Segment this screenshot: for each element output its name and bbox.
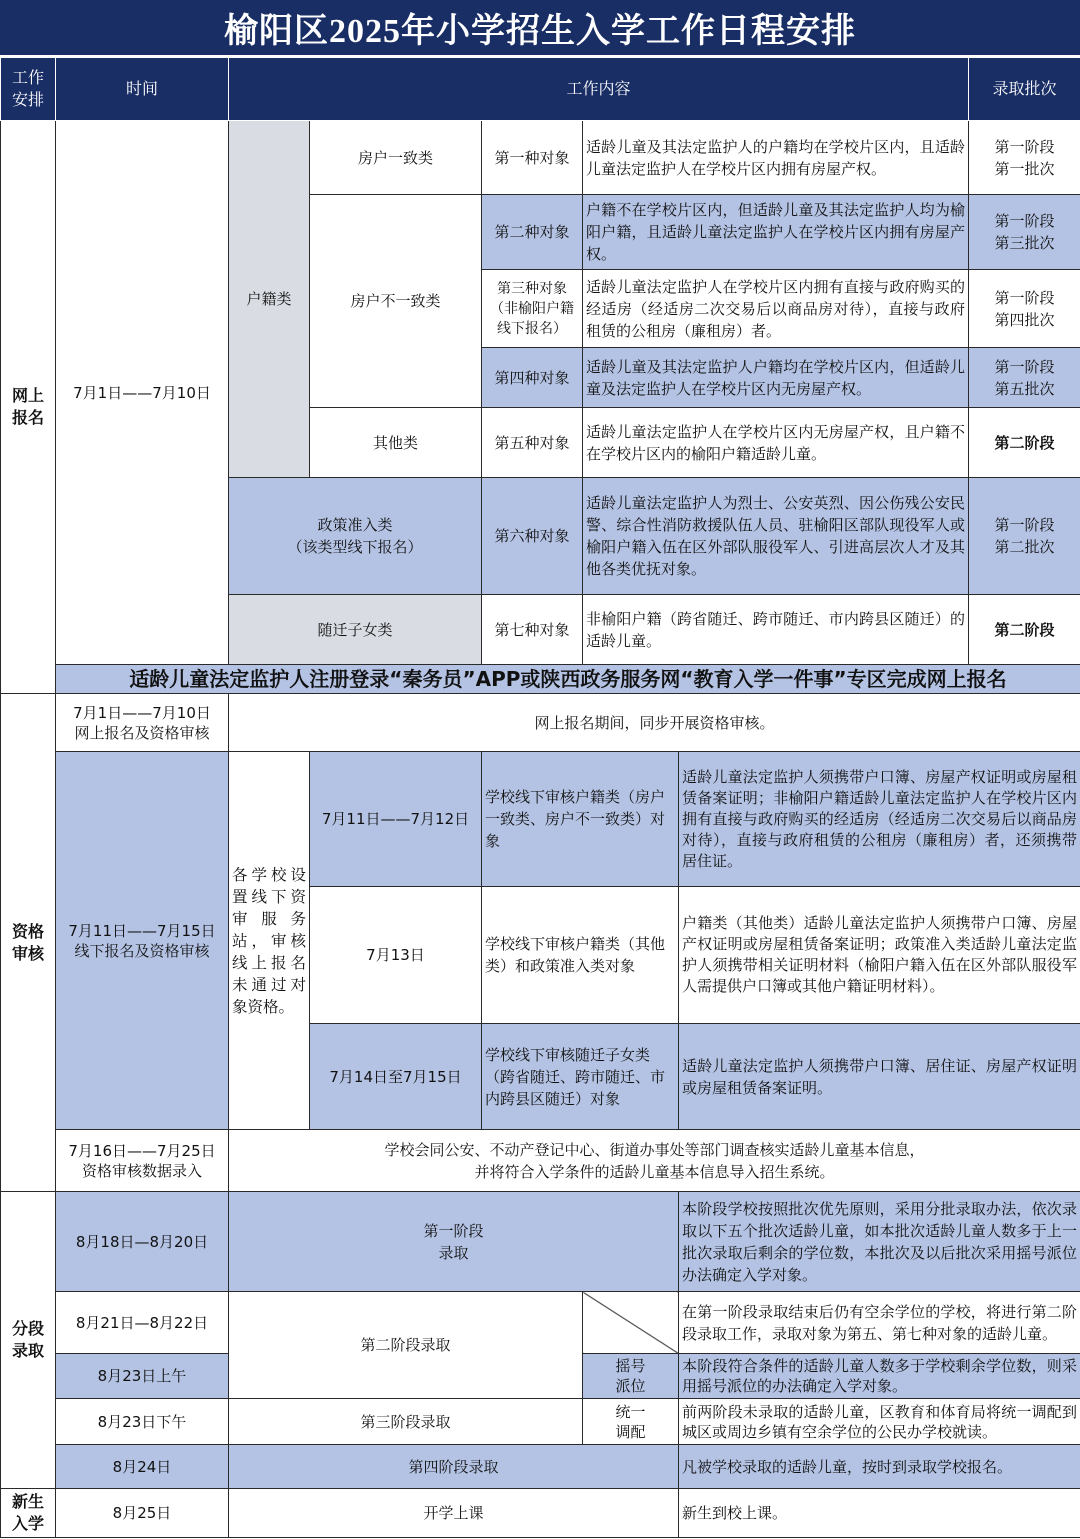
- sub-what: 学校线下审核户籍类（房户一致类、房户不一致类）对象: [482, 752, 679, 887]
- header-row: [1, 58, 1080, 121]
- page-title: 榆阳区2025年小学招生入学工作日程安排: [0, 0, 1080, 57]
- admit-stage: 第三阶段录取: [229, 1399, 583, 1445]
- diagonal-cell: [583, 1292, 679, 1354]
- schedule-table: [0, 57, 1080, 1538]
- section-online: 网上 报名: [1, 121, 56, 694]
- sub-req: 适龄儿童法定监护人须携带户口簿、房屋产权证明或房屋租赁备案证明；非榆阳户籍适龄儿童法定监护人在学校片区内拥有直接与政府购买的经适房（经适房二次交易后以商品房对待），直接与政府租赁的公租房（廉租房）者，还须携带居住证。: [679, 752, 1080, 887]
- header-content: 工作内容: [229, 58, 969, 121]
- table-row: [1, 1130, 1080, 1192]
- newstu-desc: 新生到校上课。: [679, 1489, 1080, 1538]
- newstu-stage: 开学上课: [229, 1489, 679, 1538]
- header-batch: 录取批次: [969, 58, 1080, 121]
- object-label: 第五种对象: [482, 408, 583, 478]
- header-time: 时间: [56, 58, 229, 121]
- object-label: 第四种对象: [482, 348, 583, 408]
- online-time: 7月1日——7月10日: [56, 121, 229, 665]
- batch-cell: 第一阶段 第三批次: [969, 195, 1080, 270]
- qualify-time: 7月1日——7月10日 网上报名及资格审核: [56, 694, 229, 752]
- table-row: [1, 694, 1080, 752]
- object-desc: 适龄儿童及其法定监护人的户籍均在学校片区内，且适龄儿童法定监护人在学校片区内拥有房屋产权。: [583, 121, 969, 195]
- sub-what: 学校线下审核随迁子女类（跨省随迁、跨市随迁、市内跨县区随迁）对象: [482, 1024, 679, 1130]
- object-desc: 适龄儿童法定监护人在学校片区内拥有直接与政府购买的经适房（经适房二次交易后以商品房对待），直接与政府租赁的公租房（廉租房）者。: [583, 270, 969, 348]
- admit-desc: 本阶段学校按照批次优先原则，采用分批录取办法，依次录取以下五个批次适龄儿童，如本批次适龄儿童人数多于上一批次录取后剩余的学位数，本批次及以后批次采用摇号派位办法确定入学对象。: [679, 1192, 1080, 1292]
- header-arrange: 工作 安排: [1, 58, 56, 121]
- qualify-content: 网上报名期间，同步开展资格审核。: [229, 694, 1080, 752]
- section-admit: 分段 录取: [1, 1192, 56, 1489]
- object-desc: 适龄儿童法定监护人为烈士、公安英烈、因公伤残公安民警、综合性消防救援队伍人员、驻榆阳区部队现役军人或榆阳户籍入伍在区外部队服役军人、引进高层次人才及其他各类优抚对象。: [583, 478, 969, 595]
- admit-method: 摇号 派位: [583, 1354, 679, 1399]
- notice-row: [1, 665, 1080, 694]
- object-desc: 适龄儿童及其法定监护人户籍均在学校片区内，但适龄儿童及法定监护人在学校片区内无房屋产权。: [583, 348, 969, 408]
- admit-stage: 第二阶段录取: [229, 1292, 583, 1399]
- admit-desc: 凡被学校录取的适龄儿童，按时到录取学校报名。: [679, 1445, 1080, 1489]
- qualify-time: 7月16日——7月25日 资格审核数据录入: [56, 1130, 229, 1192]
- qualify-content: 学校会同公安、不动产登记中心、街道办事处等部门调查核实适龄儿童基本信息， 并将符合入学条件的适龄儿童基本信息导入招生系统。: [229, 1130, 1080, 1192]
- online-notice: 适龄儿童法定监护人注册登录“秦务员”APP或陕西政务服务网“教育入学一件事”专区完成网上报名: [56, 665, 1080, 694]
- section-newstu: 新生 入学: [1, 1489, 56, 1538]
- admit-stage: 第一阶段 录取: [229, 1192, 679, 1292]
- object-label: 第二种对象: [482, 195, 583, 270]
- admit-date: 8月24日: [56, 1445, 229, 1489]
- category-qita: 其他类: [310, 408, 482, 478]
- batch-cell: 第一阶段 第二批次: [969, 478, 1080, 595]
- table-row: [1, 1192, 1080, 1292]
- table-row: [1, 1445, 1080, 1489]
- object-label: 第一种对象: [482, 121, 583, 195]
- batch-cell: 第二阶段: [969, 408, 1080, 478]
- category-zhengce: 政策准入类 （该类型线下报名）: [229, 478, 482, 595]
- admit-date: 8月23日下午: [56, 1399, 229, 1445]
- admit-desc: 本阶段符合条件的适龄儿童人数多于学校剩余学位数，则采用摇号派位的办法确定入学对象。: [679, 1354, 1080, 1399]
- admit-desc: 前两阶段未录取的适龄儿童，区教育和体育局将统一调配到城区或周边乡镇有空余学位的公民办学校就读。: [679, 1399, 1080, 1445]
- category-fanghu-buyizhi: 房户不一致类: [310, 195, 482, 408]
- admit-date: 8月18日—8月20日: [56, 1192, 229, 1292]
- table-row: [1, 1399, 1080, 1445]
- object-label: 第六种对象: [482, 478, 583, 595]
- object-label: 第七种对象: [482, 595, 583, 665]
- object-desc: 户籍不在学校片区内，但适龄儿童及其法定监护人均为榆阳户籍，且适龄儿童法定监护人在学校片区内拥有房屋产权。: [583, 195, 969, 270]
- object-desc: 非榆阳户籍（跨省随迁、跨市随迁、市内跨县区随迁）的适龄儿童。: [583, 595, 969, 665]
- category-fanghu-yizhi: 房户一致类: [310, 121, 482, 195]
- table-row: [1, 1489, 1080, 1538]
- sub-date: 7月11日——7月12日: [310, 752, 482, 887]
- table-row: [1, 752, 1080, 887]
- admit-date: 8月23日上午: [56, 1354, 229, 1399]
- admit-method: 统一 调配: [583, 1399, 679, 1445]
- section-qualify: 资格 审核: [1, 694, 56, 1192]
- table-row: [1, 1292, 1080, 1354]
- admit-stage: 第四阶段录取: [229, 1445, 679, 1489]
- newstu-date: 8月25日: [56, 1489, 229, 1538]
- object-label: 第三种对象 （非榆阳户籍线下报名）: [482, 270, 583, 348]
- batch-cell: 第一阶段 第五批次: [969, 348, 1080, 408]
- sub-req: 户籍类（其他类）适龄儿童法定监护人须携带户口簿、房屋产权证明或房屋租赁备案证明；政策准入类适龄儿童法定监护人须携带相关证明材料（榆阳户籍入伍在区外部队服役军人需提供户口簿或其他户籍证明材料）。: [679, 887, 1080, 1024]
- station-note: 各学校设置线下资审服务站，审核线上报名未通过对象资格。: [229, 752, 310, 1130]
- table-row: [1, 121, 1080, 195]
- category-huji: 户籍类: [229, 121, 310, 478]
- sub-date: 7月13日: [310, 887, 482, 1024]
- batch-cell: 第一阶段 第一批次: [969, 121, 1080, 195]
- batch-cell: 第一阶段 第四批次: [969, 270, 1080, 348]
- sub-what: 学校线下审核户籍类（其他类）和政策准入类对象: [482, 887, 679, 1024]
- sub-date: 7月14日至7月15日: [310, 1024, 482, 1130]
- object-desc: 适龄儿童法定监护人在学校片区内无房屋产权，且户籍不在学校片区内的榆阳户籍适龄儿童。: [583, 408, 969, 478]
- sub-req: 适龄儿童法定监护人须携带户口簿、居住证、房屋产权证明或房屋租赁备案证明。: [679, 1024, 1080, 1130]
- batch-cell: 第二阶段: [969, 595, 1080, 665]
- admit-date: 8月21日—8月22日: [56, 1292, 229, 1354]
- admit-desc: 在第一阶段录取结束后仍有空余学位的学校，将进行第二阶段录取工作，录取对象为第五、第七种对象的适龄儿童。: [679, 1292, 1080, 1354]
- qualify-time: 7月11日——7月15日 线下报名及资格审核: [56, 752, 229, 1130]
- category-suiqian: 随迁子女类: [229, 595, 482, 665]
